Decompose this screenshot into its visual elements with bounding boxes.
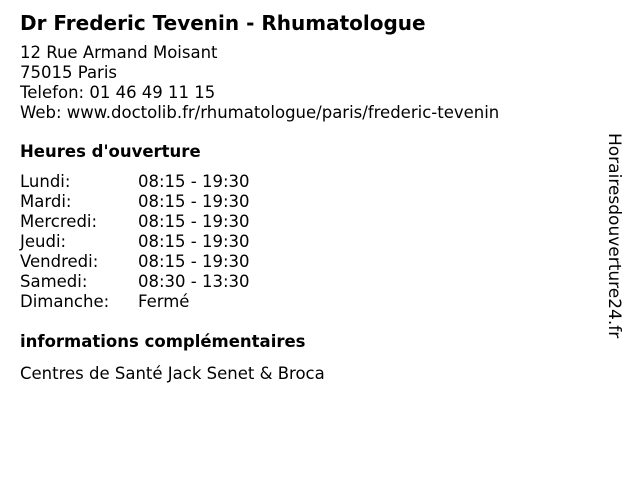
site-watermark: Horairesdouverture24.fr — [604, 133, 624, 339]
time-range: 08:15 - 19:30 — [138, 252, 250, 271]
business-card — [20, 10, 600, 384]
address-city: 75015 Paris — [20, 63, 118, 82]
address-street: 12 Rue Armand Moisant — [20, 43, 218, 62]
hours-row-mardi — [20, 192, 600, 212]
hours-row-jeudi — [20, 232, 600, 252]
time-range: 08:15 - 19:30 — [138, 232, 250, 251]
opening-hours-heading: Heures d'ouverture — [20, 142, 201, 161]
day-label: Mardi: — [20, 192, 72, 211]
time-range: Fermé — [138, 292, 190, 311]
hours-row-lundi — [20, 172, 600, 192]
day-label: Jeudi: — [20, 232, 67, 251]
day-label: Mercredi: — [20, 212, 98, 231]
additional-info-text: Centres de Santé Jack Senet & Broca — [20, 364, 325, 383]
additional-info-heading: informations complémentaires — [20, 332, 306, 351]
hours-row-samedi — [20, 272, 600, 292]
website-line — [20, 103, 600, 123]
day-label: Dimanche: — [20, 292, 110, 311]
address-block — [20, 43, 600, 123]
time-range: 08:15 - 19:30 — [138, 172, 250, 191]
opening-hours-table — [20, 172, 600, 312]
hours-row-vendredi — [20, 252, 600, 272]
day-label: Samedi: — [20, 272, 88, 291]
time-range: 08:15 - 19:30 — [138, 212, 250, 231]
time-range: 08:15 - 19:30 — [138, 192, 250, 211]
page-title: Dr Frederic Tevenin - Rhumatologue — [20, 11, 426, 35]
website-prefix: Web: — [20, 103, 67, 122]
day-label: Vendredi: — [20, 252, 99, 271]
phone-number: Telefon: 01 46 49 11 15 — [20, 83, 216, 102]
hours-row-dimanche — [20, 292, 600, 312]
hours-row-mercredi — [20, 212, 600, 232]
time-range: 08:30 - 13:30 — [138, 272, 250, 291]
day-label: Lundi: — [20, 172, 71, 191]
website-link[interactable]: www.doctolib.fr/rhumatologue/paris/frederic-tevenin — [66, 103, 500, 122]
